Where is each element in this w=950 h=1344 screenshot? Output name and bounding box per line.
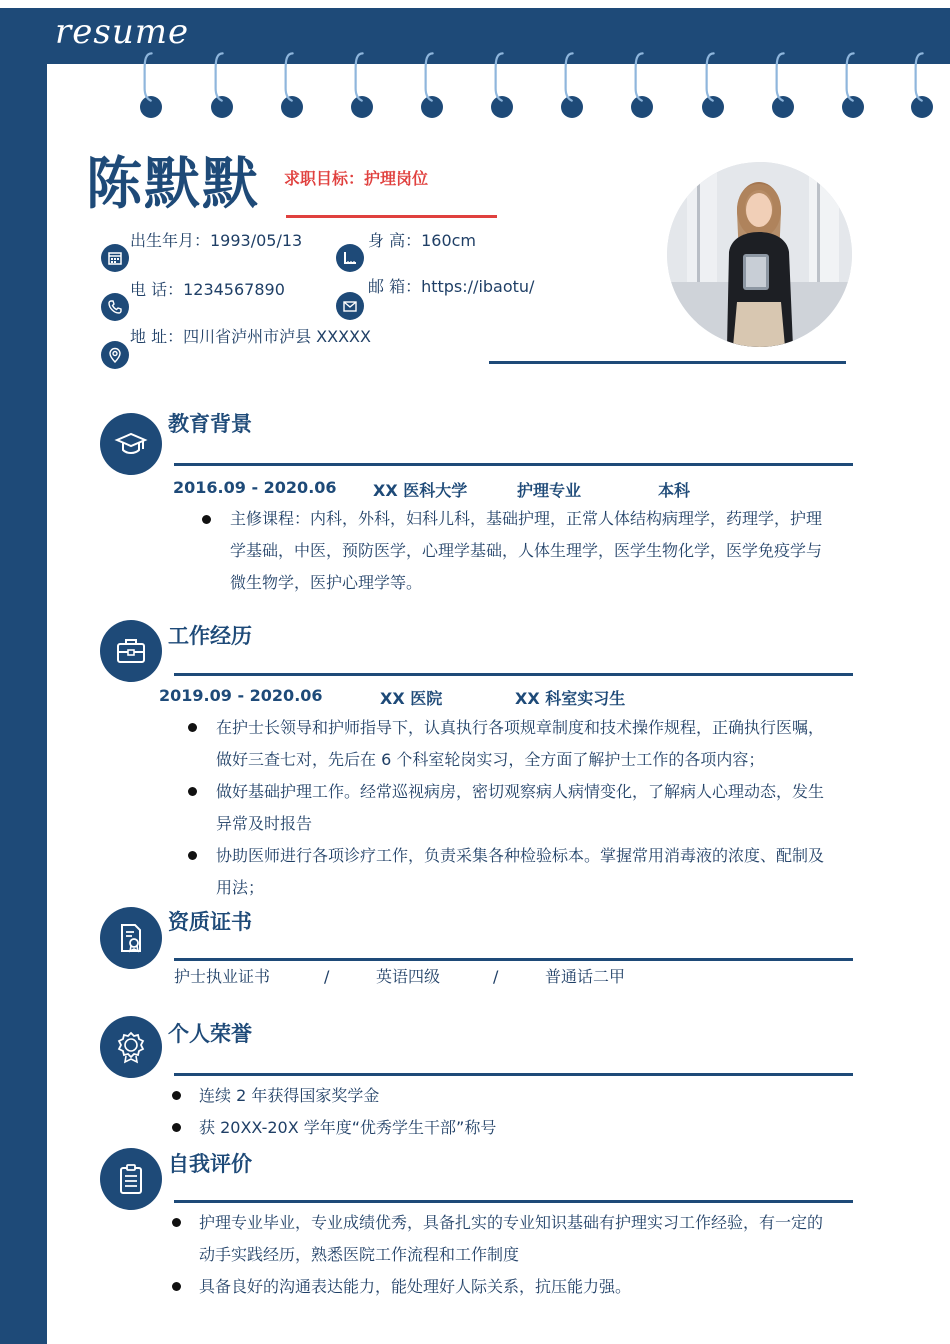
binder-ring — [283, 46, 297, 108]
cert-separator: / — [493, 967, 499, 986]
photo-underline — [489, 361, 846, 364]
job-target: 求职目标：护理岗位 — [284, 169, 429, 188]
work-divider — [174, 673, 853, 676]
education-period: 2016.09 - 2020.06 — [173, 478, 337, 497]
education-title: 教育背景 — [168, 412, 252, 436]
candidate-name: 陈默默 — [86, 152, 260, 217]
clipboard-icon — [100, 1148, 162, 1210]
self-divider — [174, 1200, 853, 1203]
work-item-line: 做好三查七对，先后在 6 个科室轮岗实习，全方面了解护士工作的各项内容； — [216, 750, 765, 769]
courses-line: 微生物学，医护心理学等。 — [230, 573, 423, 592]
courses-line: 主修课程：内科，外科，妇科儿科，基础护理，正常人体结构病理学，药理学，护理 — [230, 509, 823, 528]
cert-item: 护士执业证书 — [174, 967, 271, 986]
honor-item: 连续 2 年获得国家奖学金 — [199, 1086, 380, 1105]
left-band — [0, 8, 47, 1344]
certs-title: 资质证书 — [168, 910, 252, 934]
bullet — [188, 723, 197, 732]
work-item-line: 用法； — [216, 878, 265, 897]
target-underline — [286, 215, 497, 218]
self-item-line: 护理专业毕业，专业成绩优秀，具备扎实的专业知识基础有护理实习工作经验，有一定的 — [199, 1213, 824, 1232]
binder-ring — [913, 46, 927, 108]
binder-ring — [774, 46, 788, 108]
location-icon — [101, 341, 129, 369]
birth-info: 出生年月：1993/05/13 — [130, 231, 303, 250]
binder-ring — [563, 46, 577, 108]
award-badge-icon — [100, 1016, 162, 1078]
phone-info: 电 话：1234567890 — [130, 280, 285, 299]
work-role: XX 科室实习生 — [515, 689, 626, 708]
bullet — [172, 1282, 181, 1291]
work-item-line: 做好基础护理工作。经常巡视病房，密切观察病人病情变化，了解病人心理动态，发生 — [216, 782, 825, 801]
briefcase-icon — [100, 620, 162, 682]
work-item-line: 在护士长领导和护师指导下，认真执行各项规章制度和技术操作规程，正确执行医嘱， — [216, 718, 825, 737]
work-item-line: 异常及时报告 — [216, 814, 313, 833]
calendar-icon — [101, 244, 129, 272]
binder-ring — [142, 46, 156, 108]
binder-ring — [493, 46, 507, 108]
work-item-line: 协助医师进行各项诊疗工作，负责采集各种检验标本。掌握常用消毒液的浓度、配制及 — [216, 846, 825, 865]
education-school: XX 医科大学 — [373, 481, 468, 500]
certs-divider — [174, 958, 853, 961]
email-info: 邮 箱：https://ibaotu/ — [368, 277, 535, 296]
bullet — [172, 1218, 181, 1227]
bullet — [202, 515, 211, 524]
binder-ring — [704, 46, 718, 108]
bullet — [188, 787, 197, 796]
envelope-icon — [336, 292, 364, 320]
honors-divider — [174, 1073, 853, 1076]
self-item-line: 具备良好的沟通表达能力，能处理好人际关系，抗压能力强。 — [199, 1277, 632, 1296]
work-place: XX 医院 — [380, 689, 443, 708]
binder-ring — [353, 46, 367, 108]
bullet — [172, 1091, 181, 1100]
certificate-icon — [100, 907, 162, 969]
binder-ring — [633, 46, 647, 108]
height-info: 身 高：160cm — [368, 231, 477, 250]
courses-line: 学基础，中医，预防医学，心理学基础，人体生理学，医学生物化学，医学免疫学与 — [230, 541, 823, 560]
profile-photo — [667, 162, 852, 347]
address-info: 地 址：四川省泸州市泸县 XXXXX — [130, 327, 371, 346]
cert-separator: / — [324, 967, 330, 986]
phone-icon — [101, 293, 129, 321]
honor-item: 获 20XX-20X 学年度“优秀学生干部”称号 — [199, 1118, 497, 1137]
education-major: 护理专业 — [517, 481, 582, 500]
work-period: 2019.09 - 2020.06 — [159, 686, 323, 705]
binder-ring — [423, 46, 437, 108]
ruler-icon — [336, 244, 364, 272]
binder-ring — [213, 46, 227, 108]
honors-title: 个人荣誉 — [168, 1022, 252, 1046]
education-degree: 本科 — [658, 481, 691, 500]
work-title: 工作经历 — [168, 624, 252, 648]
bullet — [172, 1123, 181, 1132]
education-divider — [174, 463, 853, 466]
binder-ring — [844, 46, 858, 108]
graduation-cap-icon — [100, 413, 162, 475]
self-title: 自我评价 — [168, 1152, 252, 1176]
cert-item: 英语四级 — [376, 967, 441, 986]
bullet — [188, 851, 197, 860]
cert-item: 普通话二甲 — [545, 967, 626, 986]
resume-logo: resume — [55, 12, 190, 52]
self-item-line: 动手实践经历，熟悉医院工作流程和工作制度 — [199, 1245, 520, 1264]
